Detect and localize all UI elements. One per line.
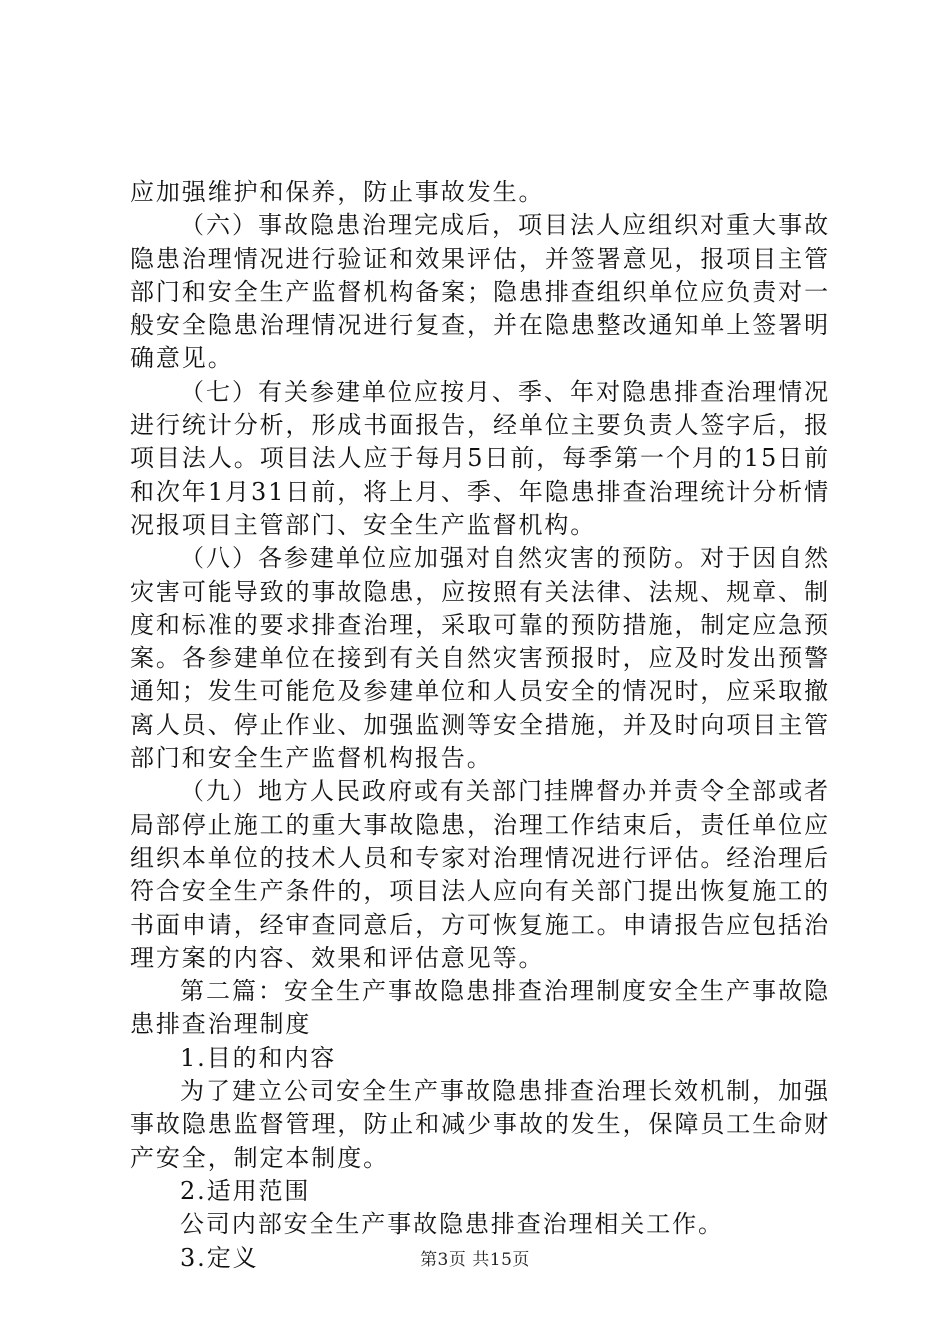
heading-scope: 2.适用范围 [180,1176,311,1205]
paragraph-item-9: （九）地方人民政府或有关部门挂牌督办并责令全部或者局部停止施工的重大事故隐患，治理工作结束后，责任单位应组织本单位的技术人员和专家对治理情况进行评估。经治理后符合安全生产条件的，项目法人应向有关部门提出恢复施工的书面申请，经审查同意后，方可恢复施工。申请报告应包括治理方案的内容、效果和评估意见等。 [130,777,830,972]
document-body [130,176,830,1275]
section-heading-part-two: 第二篇：安全生产事故隐患排查治理制度安全生产事故隐患排查治理制度 [130,977,830,1039]
heading-purpose: 1.目的和内容 [180,1043,337,1072]
page-number-footer: 第3页 共15页 [420,1250,530,1270]
heading-definition: 3.定义 [180,1243,259,1272]
paragraph-item-6: （六）事故隐患治理完成后，项目法人应组织对重大事故隐患治理情况进行验证和效果评估，并签署意见，报项目主管部门和安全生产监督机构备案；隐患排查组织单位应负责对一般安全隐患治理情况进行复查，并在隐患整改通知单上签署明确意见。 [130,211,830,373]
paragraph-item-8: （八）各参建单位应加强对自然灾害的预防。对于因自然灾害可能导致的事故隐患，应按照有关法律、法规、规章、制度和标准的要求排查治理，采取可靠的预防措施，制定应急预案。各参建单位在接到有关自然灾害预报时，应及时发出预警通知；发生可能危及参建单位和人员安全的情况时，应采取撤离人员、停止作业、加强监测等安全措施，并及时向项目主管部门和安全生产监督机构报告。 [130,544,830,773]
paragraph-scope: 公司内部安全生产事故隐患排查治理相关工作。 [180,1210,724,1239]
paragraph-continuation: 应加强维护和保养，防止事故发生。 [130,178,545,206]
paragraph-purpose: 为了建立公司安全生产事故隐患排查治理长效机制，加强事故隐患监督管理，防止和减少事故的发生，保障员工生命财产安全，制定本制度。 [130,1077,830,1172]
paragraph-item-7: （七）有关参建单位应按月、季、年对隐患排查治理情况进行统计分析，形成书面报告，经单位主要负责人签字后，报项目法人。项目法人应于每月5日前，每季第一个月的15日前和次年1月31日前，将上月、季、年隐患排查治理统计分析情况报项目主管部门、安全生产监督机构。 [130,377,830,539]
